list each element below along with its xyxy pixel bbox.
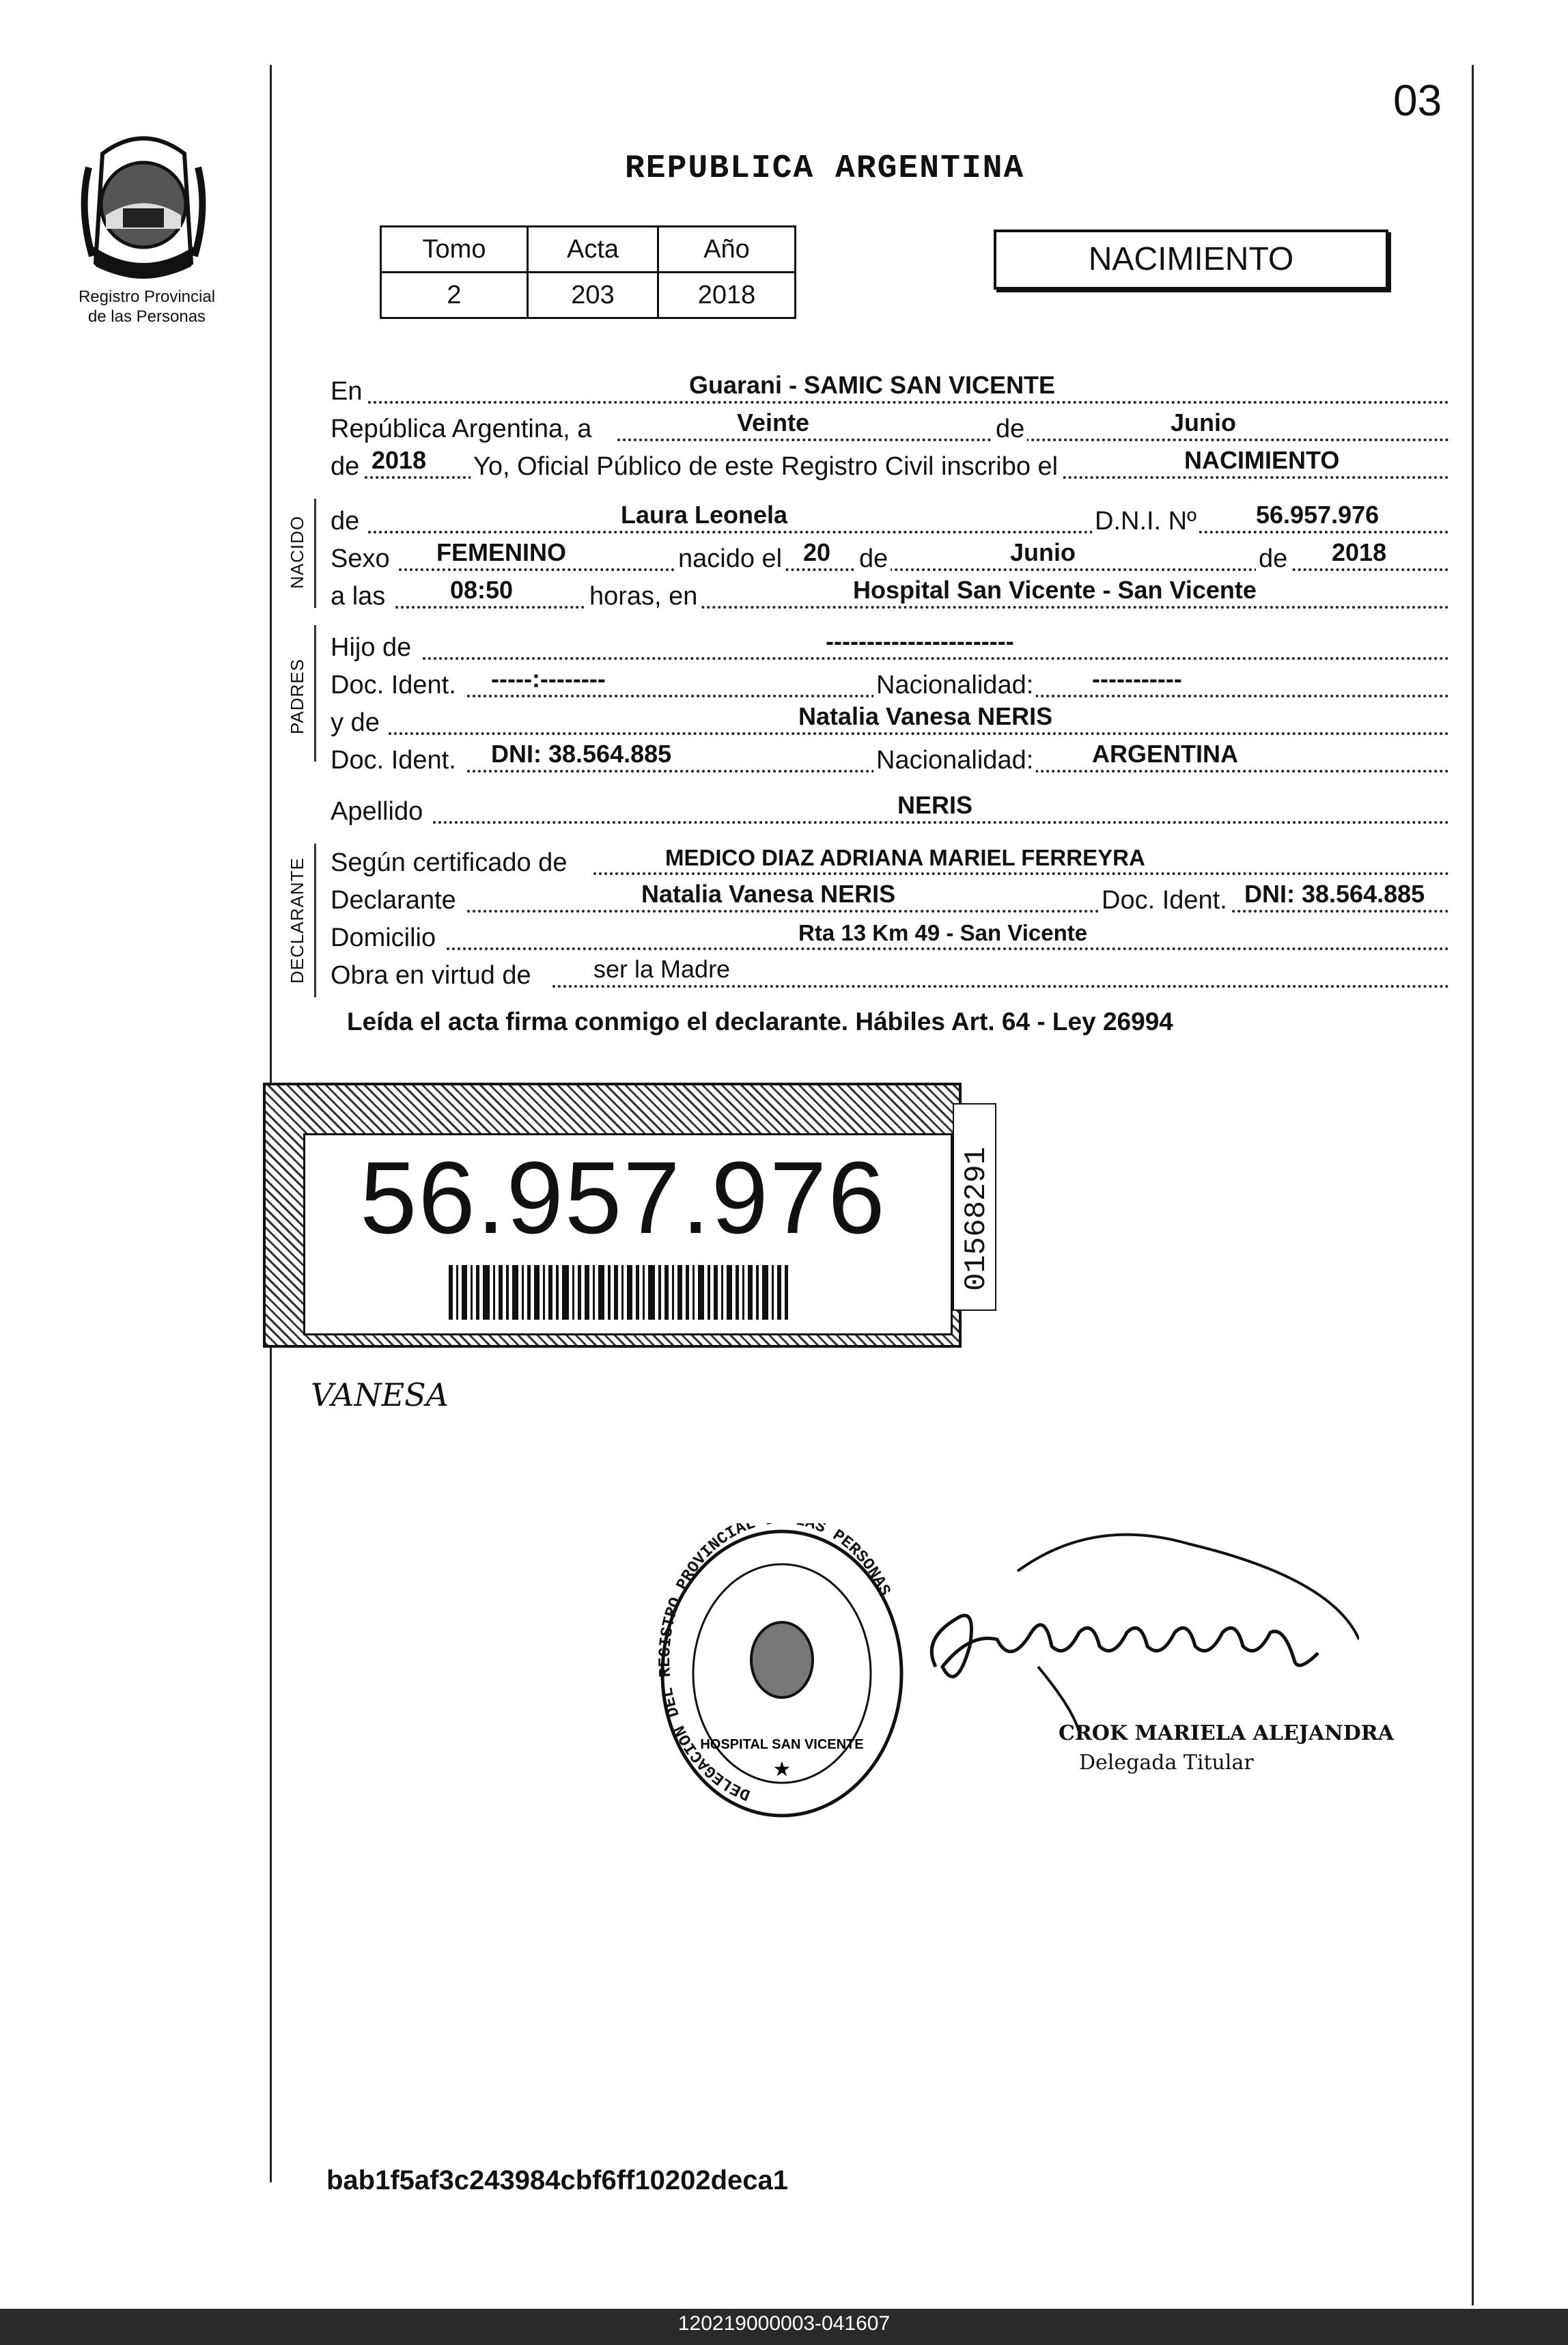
row-hora [331, 577, 1449, 615]
birth-place-value: Hospital San Vicente - San Vicente [853, 576, 1257, 604]
child-dni-value: 56.957.976 [1256, 501, 1380, 529]
handwritten-note: VANESA [311, 1376, 449, 1413]
label-mother-doc: Doc. Ident. [331, 746, 456, 775]
label-de-2: de [331, 452, 360, 481]
logo-caption [55, 287, 239, 327]
signer-role: Delegada Titular [1079, 1751, 1254, 1775]
logo-caption-line-2: de las Personas [87, 307, 206, 326]
page-number: 03 [1393, 76, 1442, 125]
child-name-value: Laura Leonela [621, 501, 788, 529]
value-tomo: 2 [381, 273, 528, 318]
birth-month-value: Junio [1010, 538, 1076, 566]
label-father-doc: Doc. Ident. [331, 671, 456, 699]
father-nat-value: ----------- [1092, 665, 1182, 693]
cert-value: MEDICO DIAZ ADRIANA MARIEL FERREYRA [665, 845, 1145, 870]
row-republica [331, 410, 1449, 448]
legal-text: Leída el acta firma conmigo el declarante. Hábiles Art. 64 - Ley 26994 [347, 1008, 1173, 1036]
label-mother-nat: Nacionalidad: [873, 746, 1036, 775]
row-domicilio [331, 919, 1449, 957]
label-father-nat: Nacionalidad: [873, 671, 1036, 700]
declarante-value: Natalia Vanesa NERIS [641, 880, 896, 908]
row-obra [331, 956, 1449, 995]
label-declarante-doc: Doc. Ident. [1099, 886, 1230, 915]
birth-day-value: 20 [803, 538, 831, 566]
footer-id: 120219000003-041607 [677, 2312, 891, 2335]
label-hijo-de: Hijo de [331, 633, 412, 662]
mother-value: Natalia Vanesa NERIS [798, 702, 1053, 730]
province-logo [75, 126, 212, 287]
label-de: de [993, 415, 1027, 444]
place-value: Guarani - SAMIC SAN VICENTE [689, 371, 1056, 399]
domicilio-value: Rta 13 Km 49 - San Vicente [798, 920, 1088, 945]
label-en: En [331, 377, 363, 406]
father-doc-value: -----:-------- [491, 665, 606, 693]
value-acta: 203 [528, 273, 658, 318]
svg-text:★: ★ [772, 1758, 792, 1781]
declarante-doc-value: DNI: 38.564.885 [1244, 880, 1425, 908]
dni-ticket [263, 1083, 962, 1348]
logo-caption-line-1: Registro Provincial [78, 288, 216, 306]
row-mother-doc [331, 741, 1449, 779]
ticket-inner [303, 1133, 953, 1335]
row-apellido [331, 792, 1449, 831]
barcode [449, 1265, 831, 1320]
birth-year-value: 2018 [1332, 538, 1387, 566]
ticket-number: 56.957.976 [360, 1140, 886, 1255]
row-certificado [331, 844, 1449, 882]
row-nacido-name [331, 502, 1449, 540]
label-nacido-el: nacido el [675, 544, 785, 574]
row-declarante [331, 881, 1449, 919]
header-ano: Año [658, 227, 796, 273]
record-type-box: NACIMIENTO [994, 230, 1388, 290]
label-certificado: Según certificado de [331, 848, 568, 877]
header-acta: Acta [528, 227, 658, 273]
label-nacido-de: de [331, 507, 360, 536]
label-domicilio: Domicilio [331, 924, 436, 952]
birth-time-value: 08:50 [450, 576, 514, 604]
label-dni: D.N.I. Nº [1092, 507, 1199, 536]
padres-section-label: PADRES [287, 658, 307, 734]
declarante-bar [314, 844, 316, 997]
official-stamp [656, 1523, 908, 1824]
value-ano: 2018 [658, 273, 796, 318]
padres-bar [314, 625, 316, 762]
label-apellido: Apellido [331, 797, 423, 826]
declarante-section-label: DECLARANTE [287, 857, 307, 984]
serial-number: 01568291 [960, 1146, 994, 1291]
row-sexo [331, 540, 1449, 578]
label-obra: Obra en virtud de [331, 961, 531, 990]
day-words-value: Veinte [737, 408, 810, 436]
svg-text:HOSPITAL SAN VICENTE: HOSPITAL SAN VICENTE [700, 1737, 864, 1752]
record-table [380, 225, 796, 319]
sexo-value: FEMENINO [436, 538, 567, 566]
father-value: ----------------------- [826, 627, 1014, 655]
right-margin-line [1472, 65, 1474, 2305]
row-mother [331, 704, 1449, 742]
obra-value: ser la Madre [593, 955, 731, 983]
nacido-section-label: NACIDO [287, 515, 307, 589]
header-tomo: Tomo [381, 227, 528, 273]
label-de-month: de [856, 544, 891, 574]
label-a-las: a las [331, 582, 386, 611]
label-republica: República Argentina, a [331, 415, 592, 443]
svg-text:DELEGACION DEL REGISTRO PROVIN: DELEGACION DEL REGISTRO PROVINCIAL AS PERSONAS [656, 1523, 894, 1804]
mother-nat-value: ARGENTINA [1092, 740, 1238, 768]
signer-name: CROK MARIELA ALEJANDRA [1059, 1721, 1394, 1745]
row-hijo [331, 628, 1449, 667]
label-declarante: Declarante [331, 886, 456, 915]
month-value: Junio [1171, 408, 1236, 436]
document-title: REPUBLICA ARGENTINA [625, 150, 1025, 187]
label-sexo: Sexo [331, 544, 390, 573]
oficial-text: Yo, Oficial Público de este Registro Civil inscribo el [471, 452, 1061, 482]
row-father-doc [331, 666, 1449, 704]
label-de-year: de [1256, 544, 1290, 574]
apellido-value: NERIS [897, 791, 973, 819]
row-oficial [331, 447, 1449, 486]
label-y-de: y de [331, 708, 380, 737]
signature [915, 1530, 1359, 1735]
document-hash: bab1f5af3c243984cbf6ff10202deca1 [326, 2165, 788, 2195]
mother-doc-value: DNI: 38.564.885 [491, 740, 672, 768]
label-horas-en: horas, en [587, 582, 700, 611]
row-en [331, 372, 1449, 411]
nacido-bar [314, 499, 316, 608]
year-value: 2018 [372, 446, 427, 474]
act-type-value: NACIMIENTO [1184, 446, 1340, 474]
